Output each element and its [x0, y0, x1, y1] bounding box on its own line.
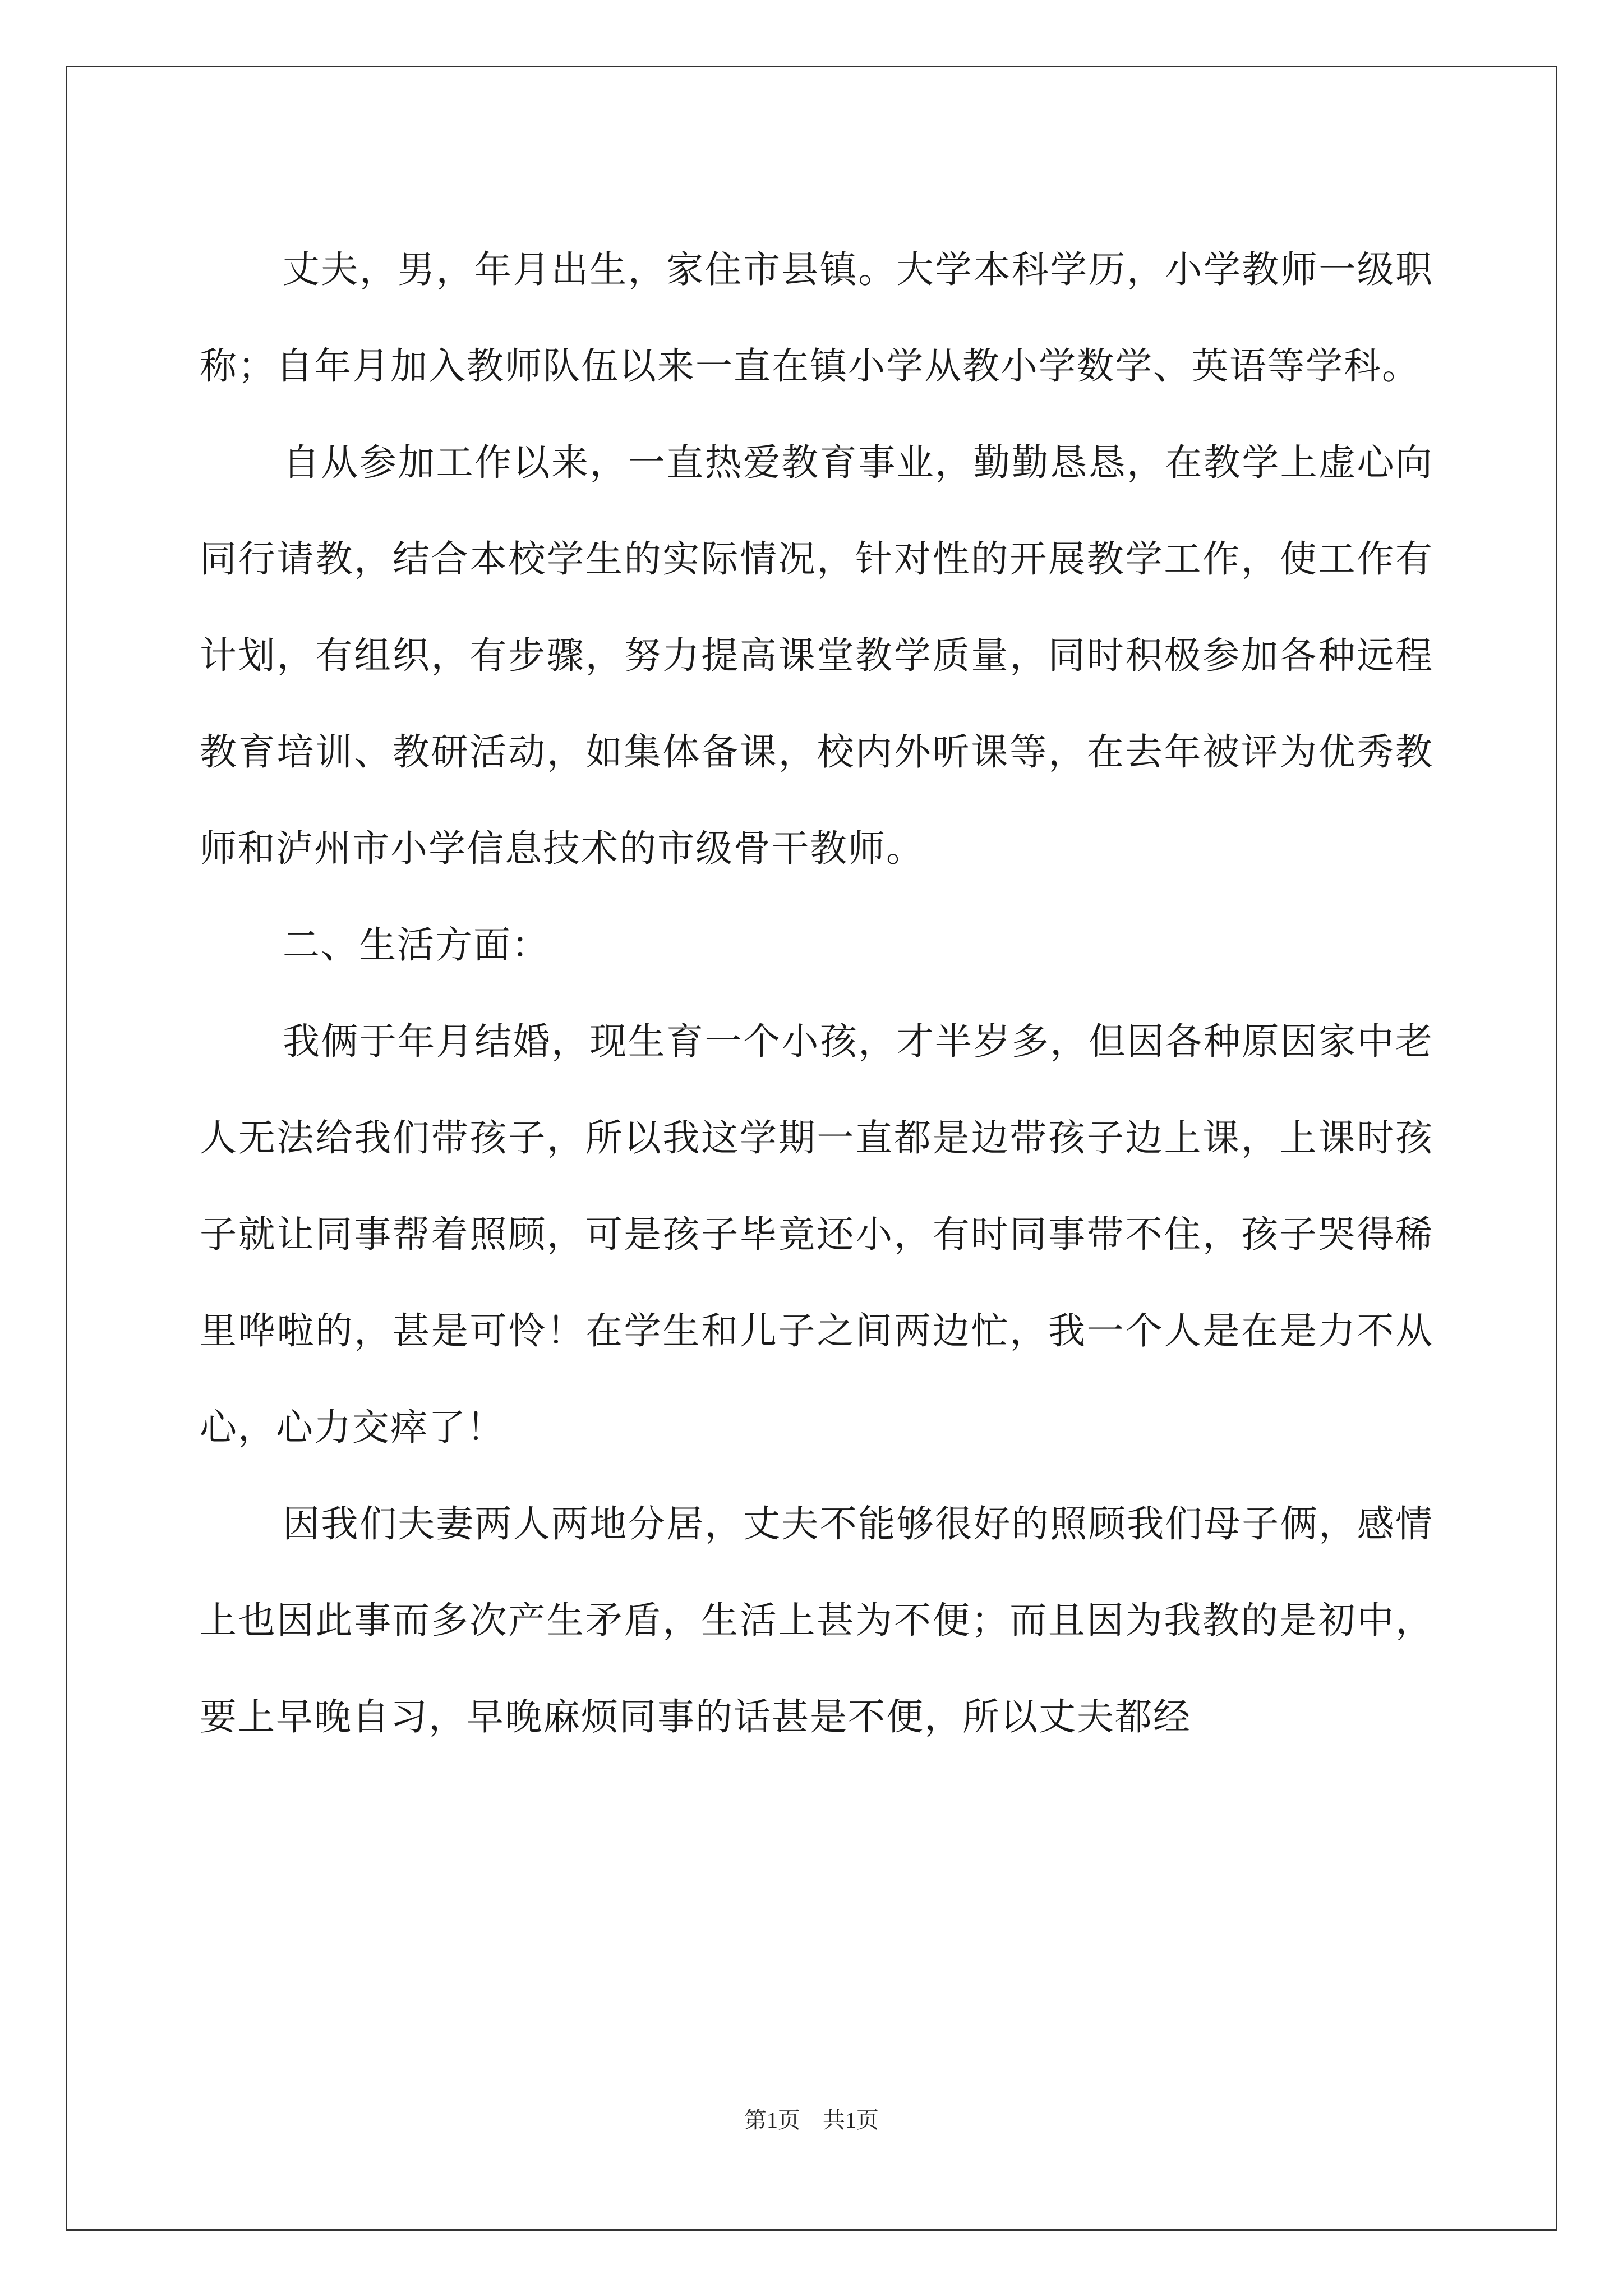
section-heading-life: 二、生活方面：	[283, 923, 550, 967]
document-body	[200, 222, 1433, 1765]
paragraph-family-situation: 我俩于年月结婚，现生育一个小孩，才半岁多，但因各种原因家中老人无法给我们带孩子，所以我这学期一直都是边带孩子边上课，上课时孩子就让同事帮着照顾，可是孩子毕竟还小，有时同事带不住，孩子哭得稀里哗啦的，甚是可怜！在学生和儿子之间两边忙，我一个人是在是力不从心，心力交瘁了！	[200, 1020, 1433, 1449]
page-total: 共1页	[823, 2108, 879, 2133]
page-number: 第1页	[744, 2108, 800, 2133]
paragraph-work-history: 自从参加工作以来，一直热爱教育事业，勤勤恳恳，在教学上虚心向同行请教，结合本校学生的实际情况，针对性的开展教学工作，使工作有计划，有组织，有步骤，努力提高课堂教学质量，同时积极参加各种远程教育培训、教研活动，如集体备课，校内外听课等，在去年被评为优秀教师和泸州市小学信息技术的市级骨干教师。	[200, 441, 1433, 870]
page-footer	[0, 2104, 1623, 2137]
paragraph-husband-intro: 丈夫，男，年月出生，家住市县镇。大学本科学历，小学教师一级职称；自年月加入教师队伍以来一直在镇小学从教小学数学、英语等学科。	[200, 248, 1433, 388]
paragraph-separation: 因我们夫妻两人两地分居，丈夫不能够很好的照顾我们母子俩，感情上也因此事而多次产生矛盾，生活上甚为不便；而且因为我教的是初中，要上早晚自习，早晚麻烦同事的话甚是不便，所以丈夫都经	[200, 1502, 1433, 1738]
